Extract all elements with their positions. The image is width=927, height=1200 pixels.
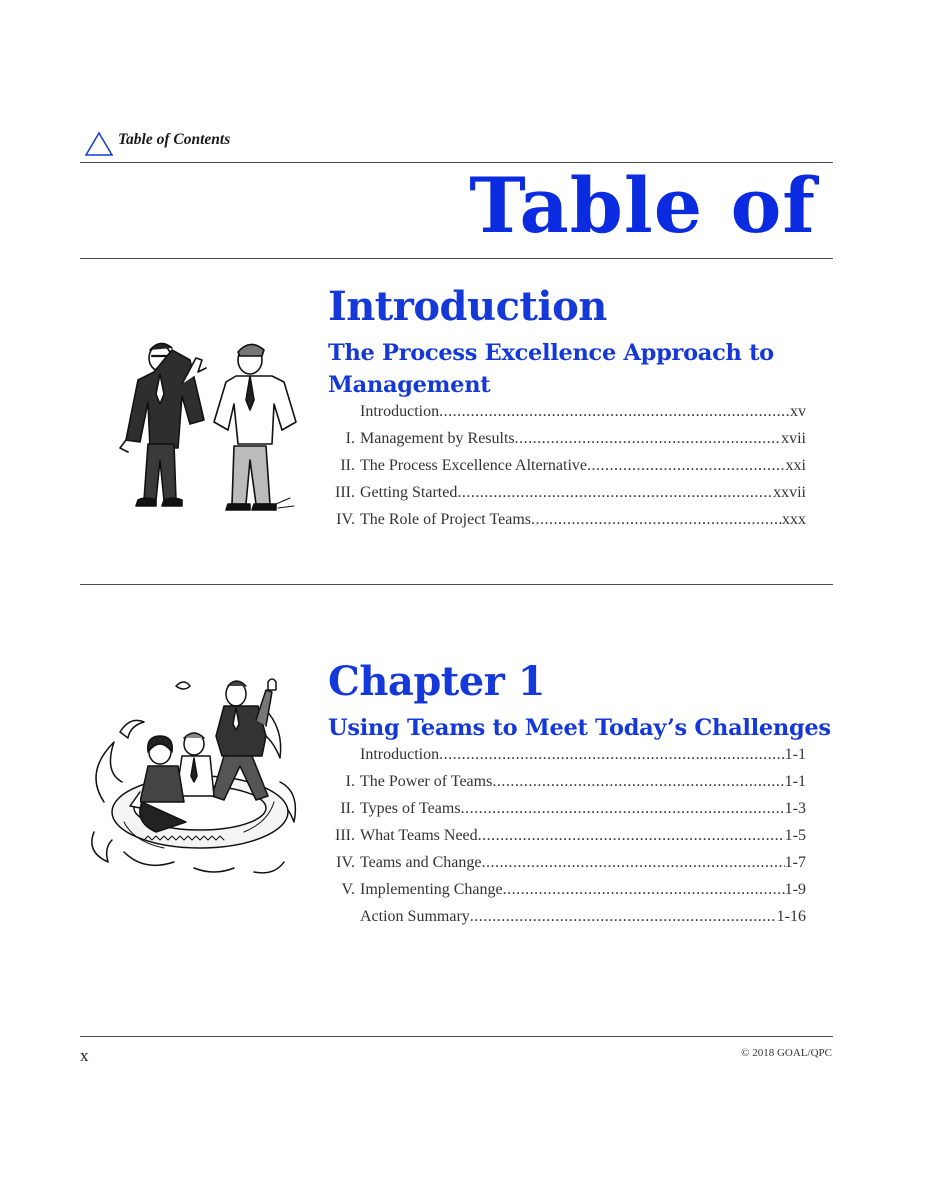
dot-leader (478, 827, 785, 845)
toc-entry[interactable] (328, 746, 848, 773)
toc-entry-page: 1-1 (784, 773, 806, 790)
toc-entry-number: III. (335, 827, 355, 844)
toc-section-introduction (328, 283, 848, 538)
toc-entry-title: The Role of Project Teams (360, 511, 531, 528)
section-subtitle-line: Management (328, 372, 491, 398)
toc-entry[interactable] (328, 854, 848, 881)
toc-entry[interactable] (328, 484, 848, 511)
toc-entry-page: xvii (781, 430, 806, 447)
toc-entry-number: I. (345, 430, 355, 447)
toc-entry-title: The Process Excellence Alternative (360, 457, 588, 474)
toc-entry-page: xxvii (773, 484, 806, 501)
toc-entry[interactable] (328, 908, 848, 935)
section-rule (80, 584, 833, 585)
toc-entry-title: Introduction (360, 746, 440, 763)
toc-entry-page: xxx (782, 511, 806, 528)
copyright-notice: © 2018 GOAL/QPC (741, 1047, 832, 1059)
toc-entry-page: 1-9 (784, 881, 806, 898)
toc-entry-title: The Power of Teams (360, 773, 493, 790)
toc-entry[interactable] (328, 430, 848, 457)
toc-entry[interactable] (328, 773, 848, 800)
dot-leader (531, 511, 782, 529)
dot-leader (515, 430, 781, 448)
toc-section-chapter-1 (328, 658, 848, 935)
toc-entry-number: I. (345, 773, 355, 790)
toc-list (328, 403, 848, 538)
dot-leader (461, 800, 785, 818)
dot-leader (482, 854, 785, 872)
section-title: Introduction (328, 283, 607, 330)
toc-entry[interactable] (328, 457, 848, 484)
team-in-raft-illustration (84, 672, 312, 892)
toc-entry-number: II. (340, 800, 355, 817)
dot-leader (457, 484, 773, 502)
section-subtitle (328, 337, 848, 401)
dot-leader (503, 881, 785, 899)
toc-entry[interactable] (328, 881, 848, 908)
running-header: Table of Contents (118, 131, 231, 148)
toc-entry-page: xxi (785, 457, 806, 474)
toc-entry-title: Action Summary (360, 908, 470, 925)
toc-entry[interactable] (328, 827, 848, 854)
toc-entry[interactable] (328, 511, 848, 538)
dot-leader (587, 457, 786, 475)
dot-leader (439, 403, 790, 421)
section-title: Chapter 1 (328, 658, 546, 705)
toc-entry-number: III. (335, 484, 355, 501)
toc-entry-page: 1-5 (784, 827, 806, 844)
toc-entry-page: xv (790, 403, 806, 420)
toc-entry-page: 1-16 (776, 908, 806, 925)
page-number: x (80, 1046, 89, 1065)
toc-entry-title: Management by Results (360, 430, 515, 447)
section-subtitle-line: Using Teams to Meet Today’s Challenges (328, 715, 831, 741)
toc-list (328, 746, 848, 935)
toc-entry-title: Getting Started (360, 484, 458, 501)
title-rule (80, 258, 833, 259)
section-subtitle (328, 712, 848, 744)
dot-leader (492, 773, 784, 791)
toc-entry-number: IV. (336, 854, 355, 871)
toc-entry-title: Implementing Change (360, 881, 503, 898)
dot-leader (470, 908, 777, 926)
triangle-icon (84, 131, 114, 157)
section-subtitle-line: The Process Excellence Approach to (328, 340, 774, 366)
toc-entry-number: II. (340, 457, 355, 474)
toc-entry-title: What Teams Need (360, 827, 478, 844)
footer-rule (80, 1036, 833, 1037)
toc-entry[interactable] (328, 800, 848, 827)
toc-entry-number: IV. (336, 511, 355, 528)
toc-entry-title: Introduction (360, 403, 440, 420)
page-title: Table of (469, 161, 816, 250)
toc-entry-page: 1-7 (784, 854, 806, 871)
toc-entry[interactable] (328, 403, 848, 430)
toc-entry-title: Types of Teams (360, 800, 461, 817)
toc-entry-number: V. (341, 881, 355, 898)
two-businessmen-talking-illustration (108, 340, 308, 518)
dot-leader (439, 746, 785, 764)
toc-entry-page: 1-3 (784, 800, 806, 817)
toc-entry-title: Teams and Change (360, 854, 482, 871)
toc-entry-page: 1-1 (784, 746, 806, 763)
